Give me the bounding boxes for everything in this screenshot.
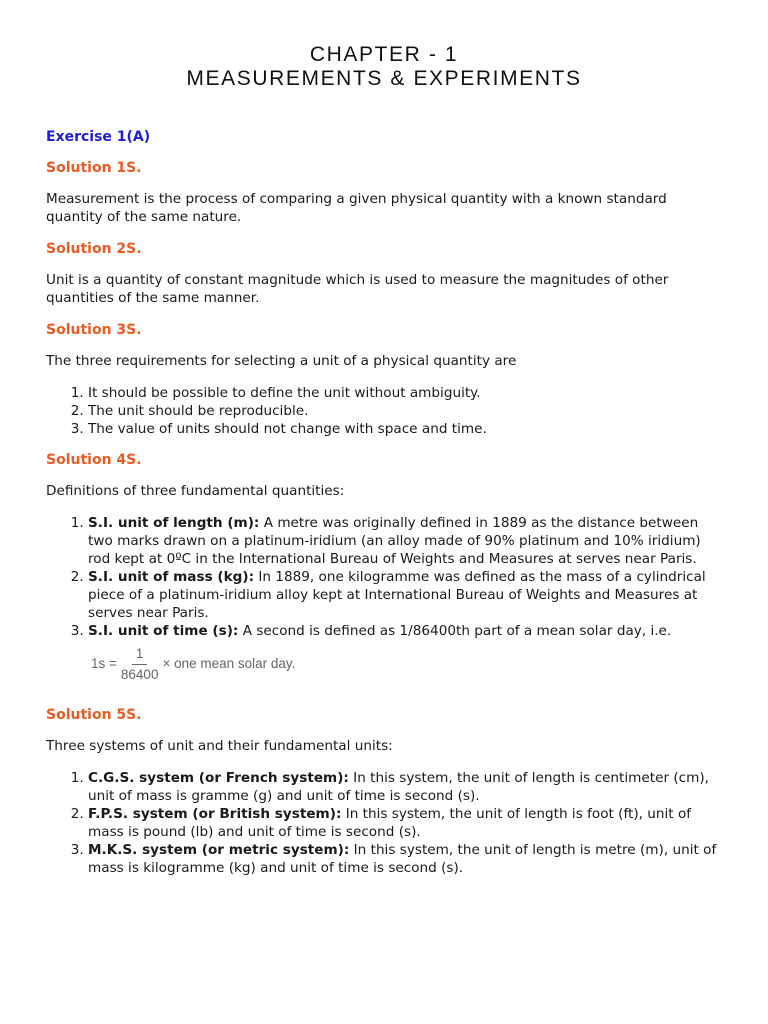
chapter-title: MEASUREMENTS & EXPERIMENTS — [186, 67, 582, 90]
list-item: 2. The unit should be reproducible. — [88, 402, 726, 420]
formula-numerator: 1 — [132, 645, 148, 665]
list-item — [88, 514, 726, 568]
list-item — [88, 568, 726, 622]
system-text: In this system, the unit of length is foot (ft), unit of mass is pound (lb) and unit of time is second (s). — [88, 806, 692, 840]
solution-4-heading: Solution 4S. — [46, 452, 142, 468]
system-text: In this system, the unit of length is metre (m), unit of mass is kilogramme (kg) and unit of time is second (s). — [88, 842, 717, 876]
solution-5-heading: Solution 5S. — [46, 707, 142, 723]
definition-term: S.I. unit of length (m): — [88, 515, 260, 531]
document-body — [46, 128, 726, 890]
list-item — [88, 841, 726, 877]
solution-5-intro: Three systems of unit and their fundamental units: — [46, 738, 393, 754]
solution-2-heading: Solution 2S. — [46, 241, 142, 257]
list-item — [88, 805, 726, 841]
system-term: C.G.S. system (or French system): — [88, 770, 349, 786]
list-item — [88, 769, 726, 805]
exercise-heading: Exercise 1(A) — [46, 129, 151, 145]
system-term: M.K.S. system (or metric system): — [88, 842, 350, 858]
formula-lhs: 1s = — [91, 656, 117, 671]
solution-4-list — [46, 514, 726, 640]
solution-3-heading: Solution 3S. — [46, 322, 142, 338]
definition-text: In 1889, one kilogramme was defined as the mass of a cylindrical piece of a platinum-iridium alloy kept at International Bureau of Weights and Measures at serves near Paris. — [88, 569, 706, 621]
second-definition-formula — [91, 644, 726, 684]
solution-2-text: Unit is a quantity of constant magnitude which is used to measure the magnitudes of other quantities of the same manner. — [46, 272, 669, 306]
list-item: 1. It should be possible to define the unit without ambiguity. — [88, 384, 726, 402]
system-term: F.P.S. system (or British system): — [88, 806, 342, 822]
definition-text: A second is defined as 1/86400th part of a mean solar day, i.e. — [238, 623, 672, 639]
solution-4-intro: Definitions of three fundamental quantities: — [46, 483, 345, 499]
definition-term: S.I. unit of mass (kg): — [88, 569, 255, 585]
system-text: In this system, the unit of length is centimeter (cm), unit of mass is gramme (g) and unit of time is second (s). — [88, 770, 709, 804]
solution-3-list — [46, 384, 726, 438]
formula-rhs: × one mean solar day. — [162, 656, 296, 671]
solution-1-heading: Solution 1S. — [46, 160, 142, 176]
definition-term: S.I. unit of time (s): — [88, 623, 239, 639]
formula-fraction — [121, 645, 159, 684]
formula-denominator: 86400 — [120, 666, 159, 682]
definition-text: A metre was originally defined in 1889 as the distance between two marks drawn on a platinum-iridium (an alloy made of 90% platinum and 10% iridium) rod kept at 0ºC in the International Bureau of Weights and Measures at serves near Paris. — [88, 515, 701, 567]
list-item: 3. The value of units should not change with space and time. — [88, 420, 726, 438]
list-item — [88, 622, 726, 640]
chapter-number: CHAPTER - 1 — [309, 43, 459, 66]
solution-1-text: Measurement is the process of comparing a given physical quantity with a known standard quantity of the same nature. — [46, 191, 667, 225]
solution-5-list — [46, 769, 726, 877]
solution-3-intro: The three requirements for selecting a unit of a physical quantity are — [46, 353, 517, 369]
